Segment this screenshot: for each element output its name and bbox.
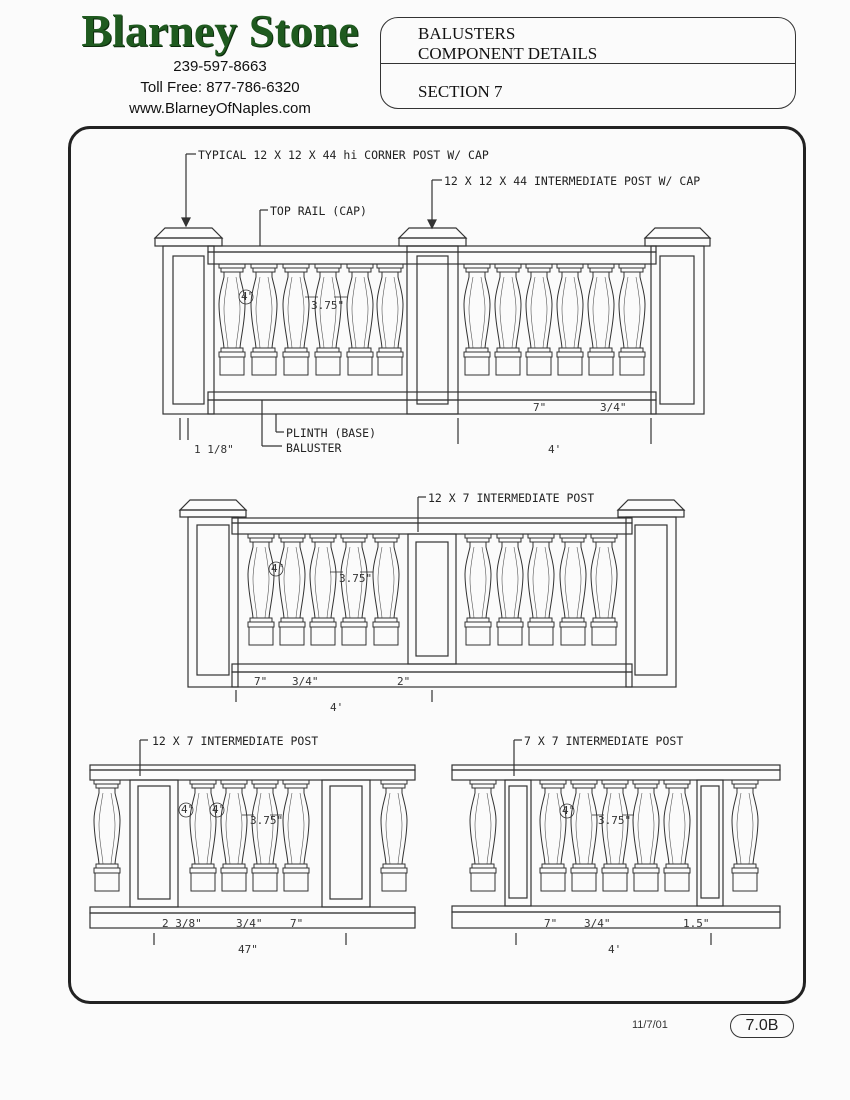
toll-free-number: Toll Free: 877-786-6320 — [140, 79, 300, 96]
d4-dim-end: 1.5" — [683, 917, 710, 930]
d3-post-callout: 12 X 7 INTERMEDIATE POST — [152, 734, 319, 748]
d2-dim-spacing: 7" — [254, 675, 268, 688]
d3-dim-375: 3.75" — [250, 814, 284, 827]
d4-dim-gap: 3/4" — [584, 917, 611, 930]
brand-name: Blarney Stone — [81, 5, 359, 56]
dim-spacing: 7" — [533, 401, 547, 414]
drawing-4-balustrade — [452, 740, 780, 945]
dim-left-offset: 1 1/8" — [194, 443, 234, 456]
corner-post-callout: TYPICAL 12 X 12 X 44 hi CORNER POST W/ CAP — [198, 148, 489, 162]
plinth-callout: PLINTH (BASE) — [286, 426, 377, 440]
intermediate-post-callout: 12 X 12 X 44 INTERMEDIATE POST W/ CAP — [444, 174, 701, 188]
page-number-badge: 7.0B — [730, 1014, 794, 1038]
d3-dim-gap: 3/4" — [236, 917, 263, 930]
d3-dim-span: 47" — [238, 943, 258, 956]
d4-dim-span: 4' — [608, 943, 622, 956]
d3-dim-4in-b: 4" — [212, 803, 226, 816]
d4-dim-4in: 4" — [562, 804, 576, 817]
d2-post-callout: 12 X 7 INTERMEDIATE POST — [428, 491, 595, 505]
d3-dim-left: 2 3/8" — [162, 917, 202, 930]
dim-span: 4' — [548, 443, 562, 456]
dim-375: 3.75" — [311, 299, 345, 312]
d2-dim-gap: 3/4" — [292, 675, 319, 688]
title-line-2: COMPONENT DETAILS — [418, 44, 598, 63]
drawing-date: 11/7/01 — [632, 1019, 668, 1031]
dim-gap: 3/4" — [600, 401, 627, 414]
section-label: SECTION 7 — [418, 82, 503, 101]
drawing-1-balustrade — [155, 154, 710, 446]
baluster-callout: BALUSTER — [286, 441, 342, 455]
drawing-2-balustrade — [180, 497, 684, 702]
d2-dim-span: 4' — [330, 701, 344, 714]
d4-dim-375: 3.75" — [598, 814, 632, 827]
d2-dim-4in: 4" — [271, 562, 285, 575]
d4-post-callout: 7 X 7 INTERMEDIATE POST — [524, 734, 684, 748]
drawing-3-balustrade — [90, 740, 415, 945]
top-rail-callout: TOP RAIL (CAP) — [270, 204, 367, 218]
title-line-1: BALUSTERS — [418, 24, 516, 43]
d2-dim-end: 2" — [397, 675, 411, 688]
dim-4in: 4" — [241, 290, 255, 303]
d3-dim-4in-a: 4" — [181, 803, 195, 816]
d4-dim-spacing: 7" — [544, 917, 558, 930]
website-link[interactable]: www.BlarneyOfNaples.com — [129, 100, 311, 117]
d2-dim-375: 3.75" — [339, 572, 373, 585]
d3-dim-spacing: 7" — [290, 917, 304, 930]
phone-number: 239-597-8663 — [173, 58, 267, 75]
